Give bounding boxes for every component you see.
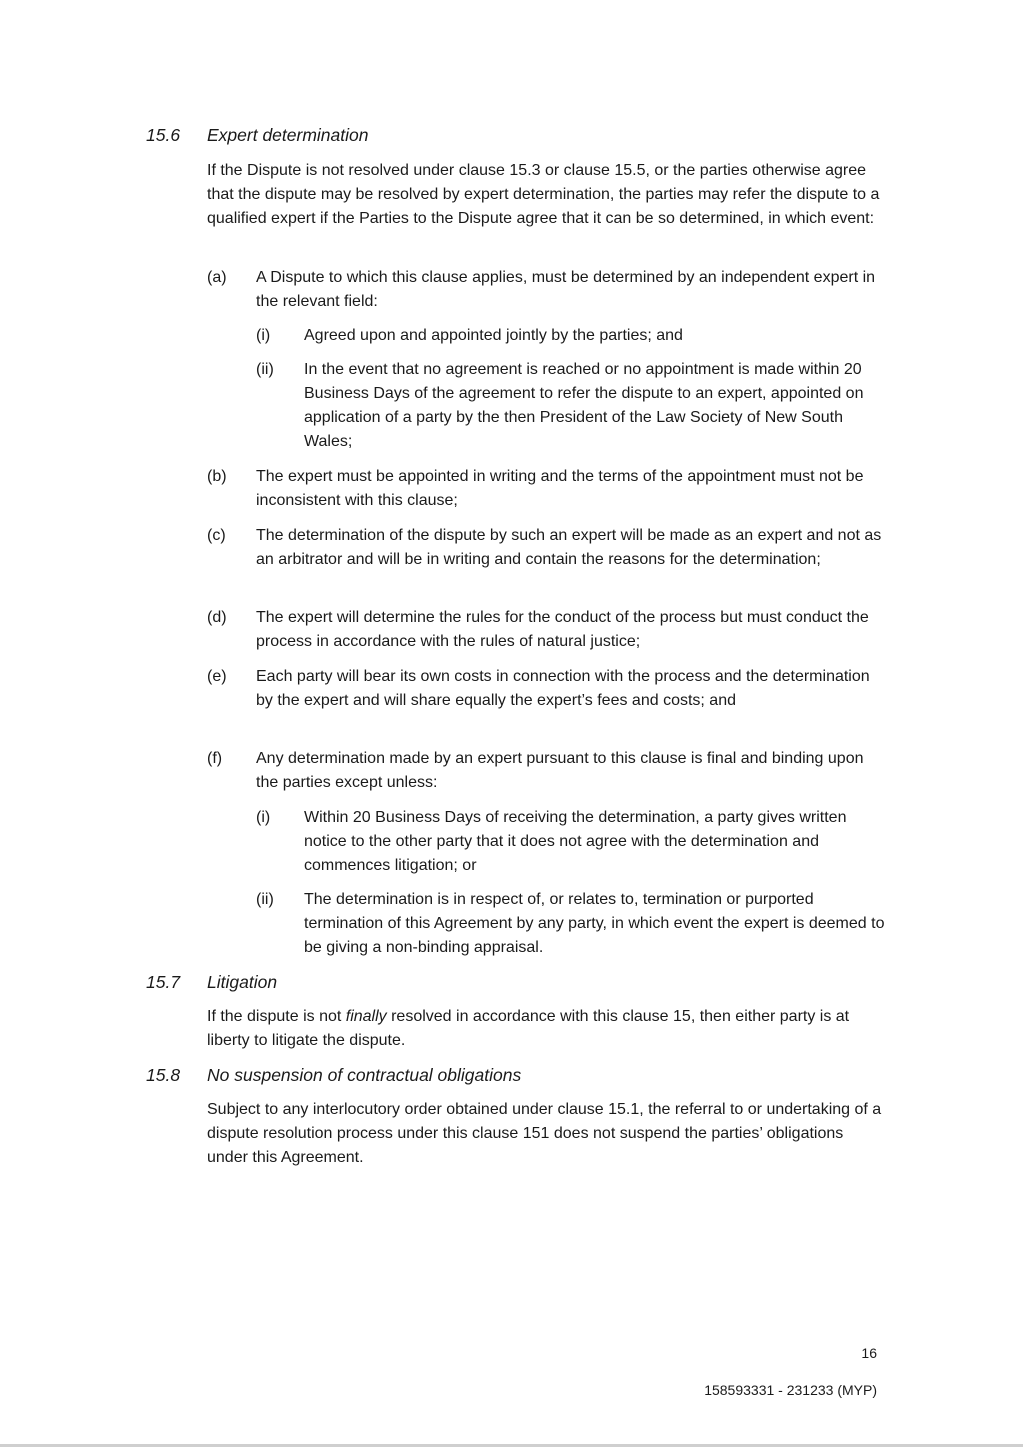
subclause-label: (ii) (256, 361, 274, 378)
emphasis-text: finally (345, 1008, 387, 1025)
text-after: resolved in accordance with this clause 15, then either party is at liberty to litigate the dispute. (207, 1008, 850, 1049)
section-heading-15-7 (146, 970, 277, 994)
section-15-7-text (207, 1005, 887, 1053)
clause-text: A Dispute to which this clause applies, must be determined by an independent expert in the relevant field: (256, 269, 876, 310)
clause-label: (e) (207, 668, 227, 685)
clause-text: The expert will determine the rules for the conduct of the process but must conduct the process in accordance with the rules of natural justice; (256, 609, 869, 650)
subclause-label: (i) (256, 809, 271, 826)
clause-label: (c) (207, 527, 226, 544)
clause-label: (f) (207, 750, 223, 767)
subclause-text: In the event that no agreement is reached or no appointment is made within 20 Business Days of the agreement to refer the dispute to an expert, appointed on application of a party by the then President of the Law Society of New South Wales; (304, 361, 864, 450)
clause-text: The determination of the dispute by such an expert will be made as an expert and not as an arbitrator and will be in writing and contain the reasons for the determination; (256, 527, 882, 568)
section-number: 15.6 (146, 125, 181, 145)
subclause-label: (ii) (256, 891, 274, 908)
section-heading-15-6 (146, 123, 368, 147)
subclause-text: The determination is in respect of, or relates to, termination or purported termination of this Agreement by any party, in which event the expert is deemed to be giving a non-binding appraisal. (304, 891, 885, 956)
section-number: 15.7 (146, 972, 181, 992)
section-title: No suspension of contractual obligations (207, 1065, 522, 1085)
section-15-6-intro: If the Dispute is not resolved under clause 15.3 or clause 15.5, or the parties otherwise agree that the dispute may be resolved by expert determination, the parties may refer the dispute to a qualified expert if the Parties to the Dispute agree that it can be so determined, in which event: (207, 162, 880, 227)
section-heading-15-8 (146, 1063, 521, 1087)
clause-text: Each party will bear its own costs in connection with the process and the determination by the expert and will share equally the expert’s fees and costs; and (256, 668, 870, 709)
subclause-label: (i) (256, 327, 271, 344)
section-15-8-text: Subject to any interlocutory order obtained under clause 15.1, the referral to or undertaking of a dispute resolution process under this clause 151 does not suspend the parties’ obligations under this Agreement. (207, 1101, 882, 1166)
clause-label: (a) (207, 269, 227, 286)
section-number: 15.8 (146, 1065, 181, 1085)
clause-label: (d) (207, 609, 227, 626)
subclause-text: Within 20 Business Days of receiving the determination, a party gives written notice to the other party that it does not agree with the determination and commences litigation; or (304, 809, 847, 874)
section-title: Litigation (207, 972, 278, 992)
text-before: If the dispute is not (207, 1008, 346, 1025)
clause-label: (b) (207, 468, 227, 485)
document-reference: 158593331 - 231233 (MYP) (704, 1382, 877, 1398)
subclause-text: Agreed upon and appointed jointly by the parties; and (304, 327, 683, 344)
clause-text: Any determination made by an expert pursuant to this clause is final and binding upon the parties except unless: (256, 750, 864, 791)
section-title: Expert determination (207, 125, 369, 145)
page-number: 16 (861, 1345, 877, 1361)
clause-text: The expert must be appointed in writing and the terms of the appointment must not be inconsistent with this clause; (256, 468, 864, 509)
